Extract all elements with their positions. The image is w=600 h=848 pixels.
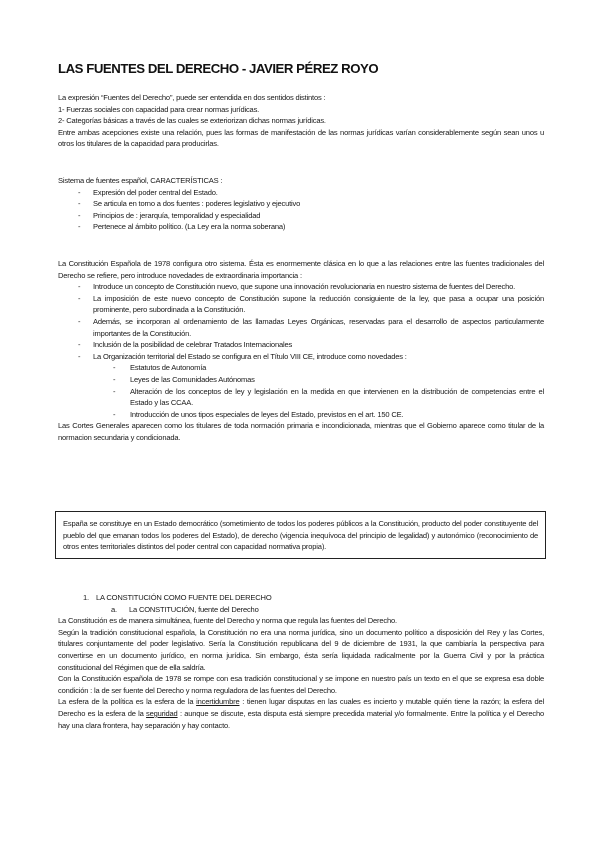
list-item: - Principios de : jerarquía, temporalidad y especialidad <box>58 210 544 222</box>
highlight-box <box>55 511 546 559</box>
dash-bullet: - <box>78 222 81 232</box>
list-item: - Pertenece al ámbito político. (La Ley era la norma soberana) <box>58 221 544 233</box>
dash-bullet: - <box>78 316 81 326</box>
nested-list-item: - Introducción de unos tipos especiales de leyes del Estado, previstos en el art. 150 CE. <box>58 409 544 421</box>
paragraph: Según la tradición constitucional española, la Constitución no era una norma jurídica, sino un documento político a disposición del Rey y las Cortes, titulares conjuntamente del poder legislativo. Sería la Constitución republicana del 9 de diciembre de 1931, la que cambiaría la perspectiva para convertirse en un documento jurídico, en norma jurídica. Sin embargo, ésta sería liquidada radicalmente por la Guerra Civil y por la práctica constitucional del Régimen que de ella saldría. <box>58 627 544 672</box>
highlight-box-text: España se constituye en un Estado democrático (sometimiento de todos los poderes públicos a la Constitución, producto del poder constituyente del pueblo del que emanan todos los poderes del Estado), de derecho (vigencia inequívoca del principio de legalidad) y autonómico (reconocimiento de otros entes territoriales distintos del poder central con capacidad normativa propia). <box>63 519 538 552</box>
dash-bullet: - <box>113 386 116 396</box>
nested-list-item: - Alteración de los conceptos de ley y legislación en la medida en que intervienen en la distribución de competencias entre el Estado y las CCAA. <box>58 386 544 409</box>
dash-bullet: - <box>78 282 81 292</box>
sistema-section <box>58 175 544 233</box>
subsection-heading <box>58 604 544 616</box>
dash-bullet: - <box>78 199 81 209</box>
nested-list-item: - Leyes de las Comunidades Autónomas <box>58 374 544 386</box>
list-item: - Expresión del poder central del Estado. <box>58 187 544 199</box>
intro-section <box>58 92 544 150</box>
ce1978-paragraph: La Constitución Española de 1978 configura otro sistema. Ésta es enormemente clásica en lo que a las relaciones entre las fuentes tradicionales del Derecho se refiere, pero introduce novedades de extraordinaria importancia : <box>58 259 544 280</box>
nested-list-item: - Estatutos de Autonomía <box>58 362 544 374</box>
document-title: LAS FUENTES DEL DERECHO - JAVIER PÉREZ ROYO <box>58 61 379 76</box>
subsection-title: La CONSTITUCIÓN, fuente del Derecho <box>129 604 259 614</box>
sistema-heading: Sistema de fuentes español, CARACTERÍSTICAS : <box>58 176 223 185</box>
dash-bullet: - <box>78 351 81 361</box>
section-1 <box>58 592 544 731</box>
ce1978-section <box>58 258 544 444</box>
underlined-term: incertidumbre <box>196 697 240 707</box>
section-number: 1. <box>83 593 89 602</box>
dash-bullet: - <box>78 210 81 220</box>
dash-bullet: - <box>78 187 81 197</box>
list-item: - La Organización territorial del Estado se configura en el Título VIII CE, introduce como novedades : <box>58 351 544 363</box>
list-item: - Se articula en torno a dos fuentes : poderes legislativo y ejecutivo <box>58 198 544 210</box>
ce1978-closing: Las Cortes Generales aparecen como los titulares de toda normación primaria e incondicionada, mientras que el Gobierno aparece como titular de la normacion secundaria y condicionada. <box>58 421 544 442</box>
paragraph: La esfera de la política es la esfera de la incertidumbre : tienen lugar disputas en las cuales es incierto y mutable quién tiene la razón; la esfera del Derecho es la esfera de la seguridad : aunque se discute, esta disputa está siempre precedida material y/o formalmente. Entre la política y el Derecho hay una clara frontera, hay separación y hay contacto. <box>58 697 545 730</box>
section-title: LA CONSTITUCIÓN COMO FUENTE DEL DERECHO <box>96 593 272 602</box>
dash-bullet: - <box>113 374 116 384</box>
subsection-letter: a. <box>111 604 117 614</box>
list-item: - Introduce un concepto de Constitución nuevo, que supone una innovación revolucionaria en nuestro sistema de fuentes del Derecho. <box>58 281 544 293</box>
section-heading <box>58 592 544 604</box>
dash-bullet: - <box>78 340 81 350</box>
paragraph: Con la Constitución española de 1978 se rompe con esa tradición constitucional y se impone en nuestro país un texto en el que se expresa esa doble condición : la de ser fuente del Derecho y norma reguladora de las fuentes del Derecho. <box>58 674 544 695</box>
intro-paragraph: Entre ambas acepciones existe una relación, pues las formas de manifestación de las normas jurídicas varían considerablemente según sean unos u otros los titulares de la capacidad para producirlas. <box>58 127 544 149</box>
list-item: - Además, se incorporan al ordenamiento de las llamadas Leyes Orgánicas, reservadas para el desarrollo de aspectos particularmente importantes de la Constitución. <box>58 316 544 339</box>
intro-line: La expresión “Fuentes del Derecho”, puede ser entendida en dos sentidos distintos : <box>58 93 326 102</box>
intro-line: 2- Categorías básicas a través de las cuales se exteriorizan dichas normas jurídicas. <box>58 116 326 126</box>
underlined-term: seguridad <box>146 708 178 718</box>
dash-bullet: - <box>113 363 116 373</box>
list-item: - La imposición de este nuevo concepto de Constitución supone la reducción consiguiente de la ley, que pasa a ocupar una posición prominente, pero subordinada a la Constitución. <box>58 293 544 316</box>
list-item: - Inclusión de la posibilidad de celebrar Tratados Internacionales <box>58 339 544 351</box>
intro-line: 1- Fuerzas sociales con capacidad para crear normas jurídicas. <box>58 104 260 114</box>
paragraph: La Constitución es de manera simultánea, fuente del Derecho y norma que regula las fuentes del Derecho. <box>58 616 397 626</box>
dash-bullet: - <box>113 409 116 419</box>
dash-bullet: - <box>78 293 81 303</box>
